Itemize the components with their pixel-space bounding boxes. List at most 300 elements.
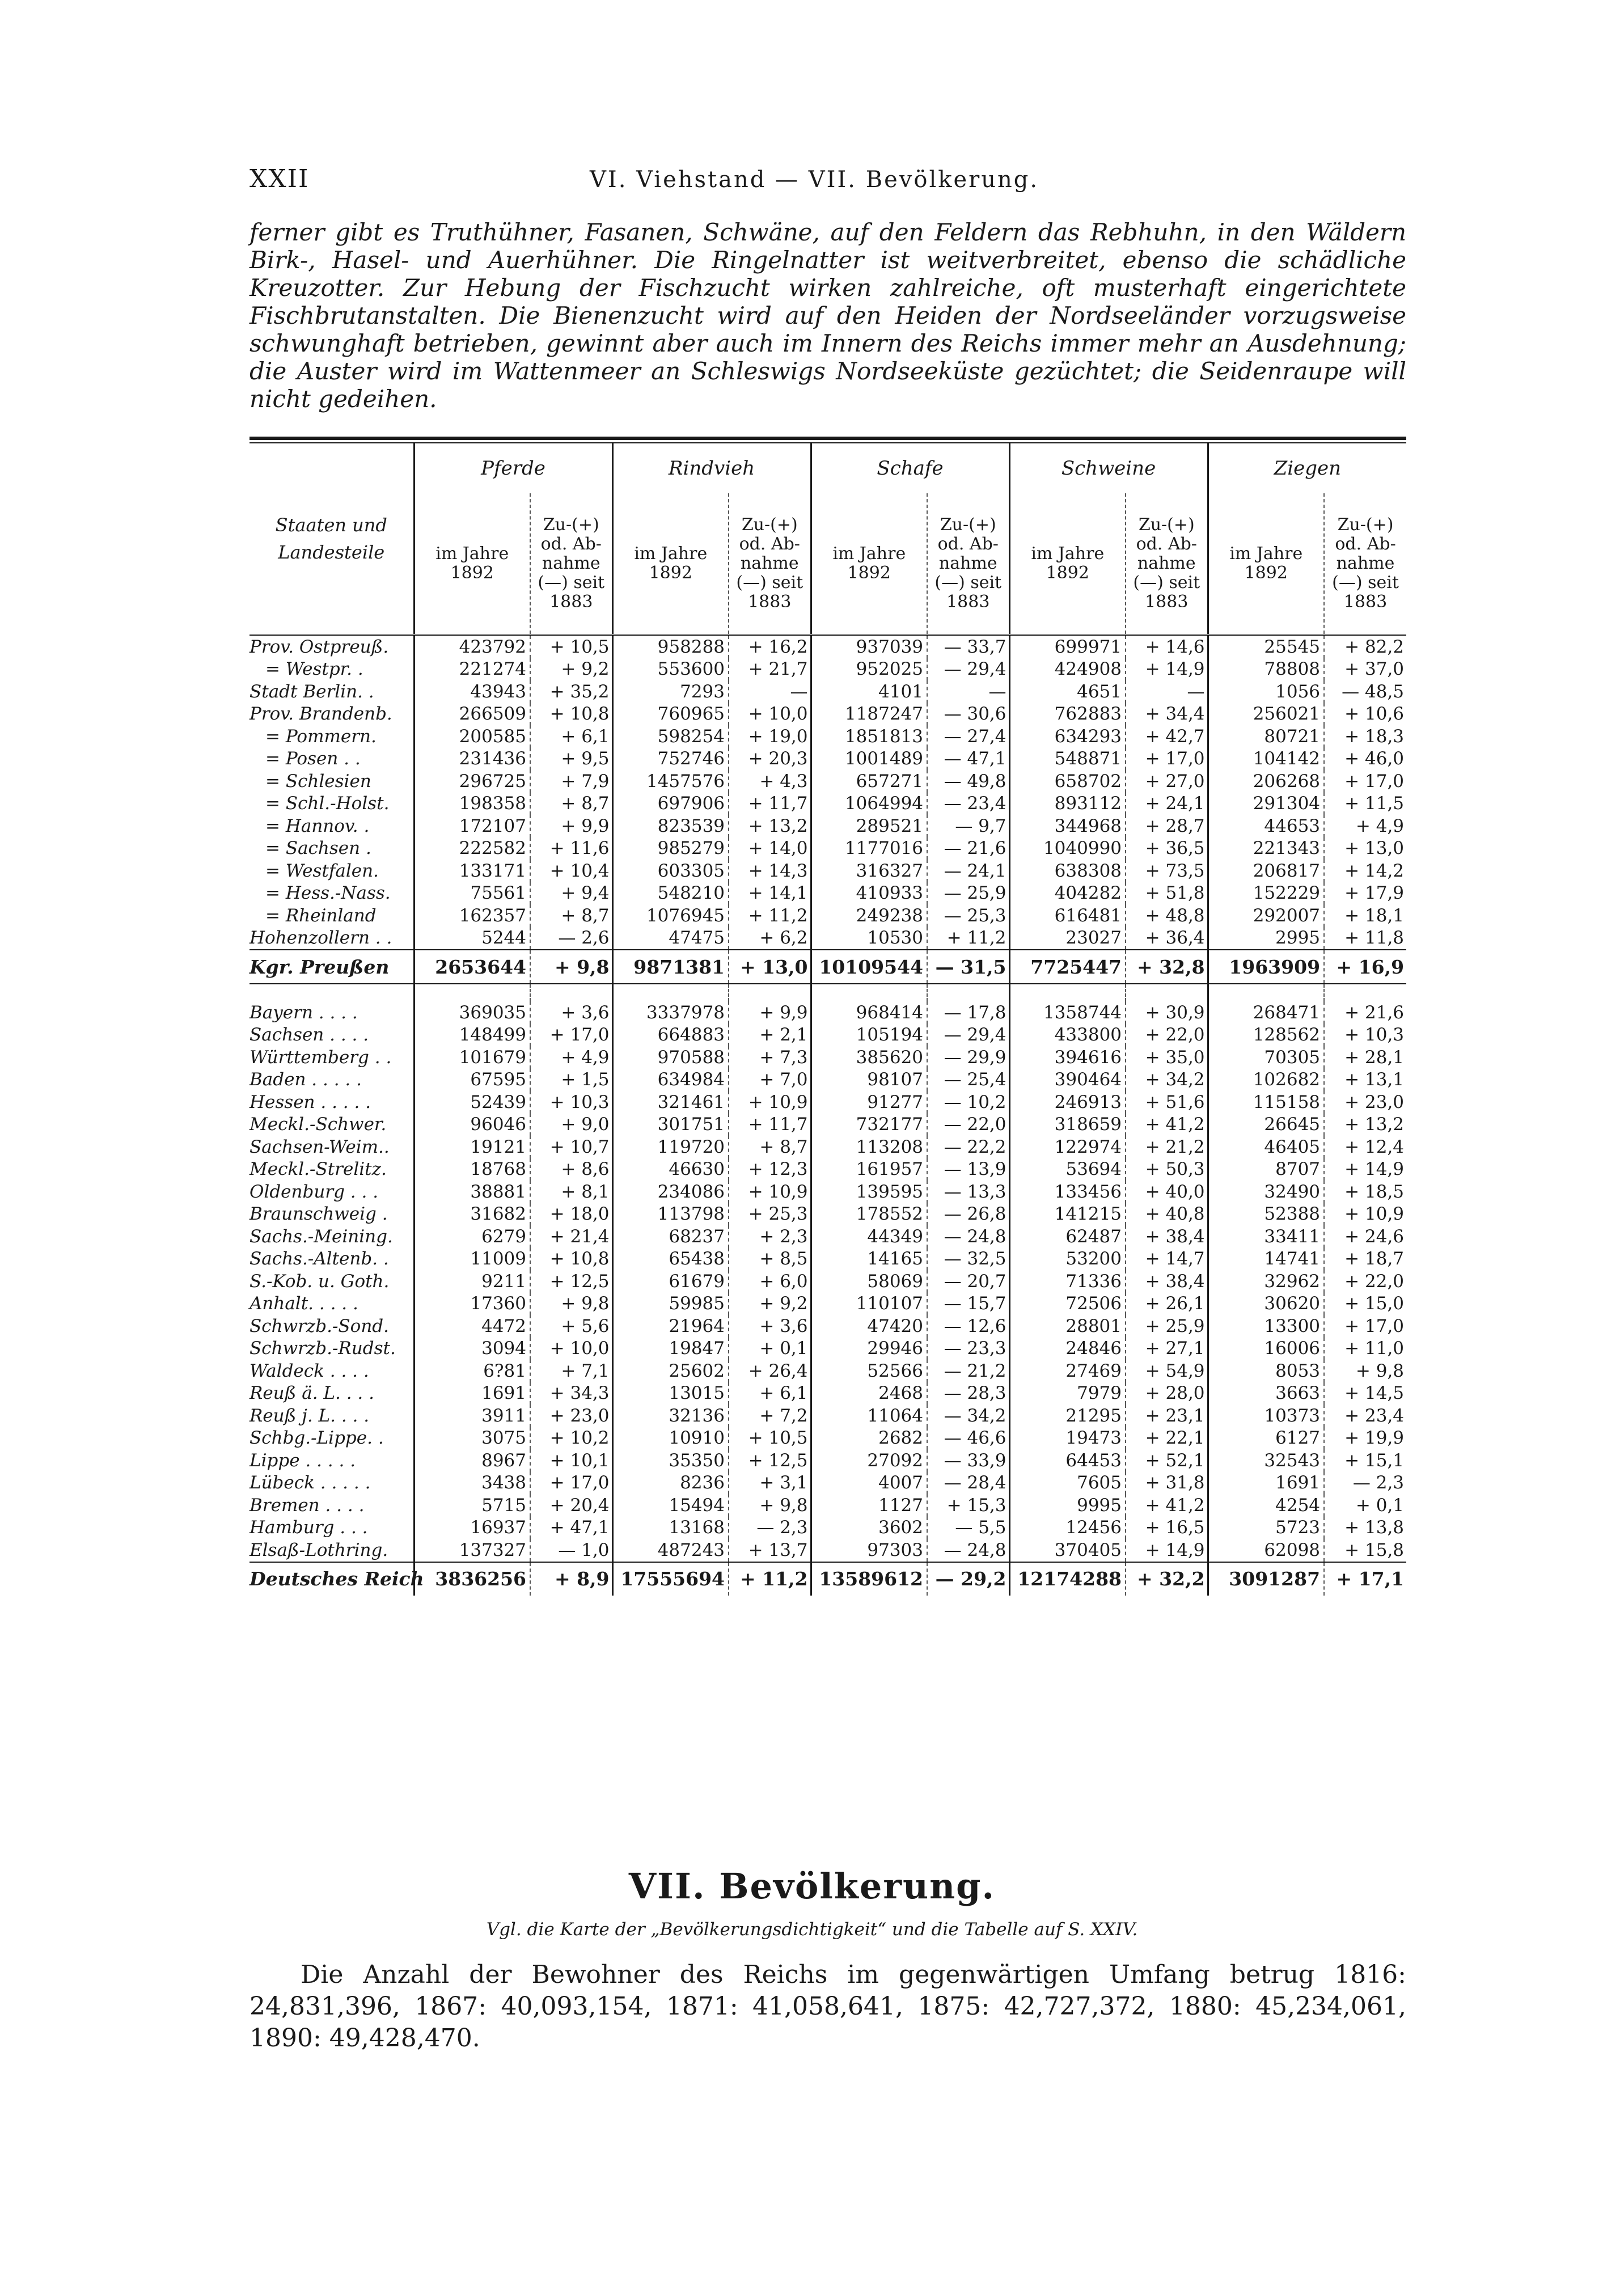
table-row bbox=[249, 1069, 1406, 1091]
change-cell: + 30,9 bbox=[1126, 1001, 1208, 1024]
change-cell: + 10,8 bbox=[530, 703, 612, 726]
count-cell: 423792 bbox=[414, 635, 530, 658]
running-title: VI. Viehstand — VII. Bevölkerung. bbox=[590, 167, 1039, 193]
count-cell: 369035 bbox=[414, 1001, 530, 1024]
row-label: Oldenburg . . . bbox=[249, 1181, 379, 1202]
count-cell: 968414 bbox=[811, 1001, 927, 1024]
count-cell: 697906 bbox=[612, 793, 729, 815]
change-cell: + 10,2 bbox=[530, 1427, 612, 1450]
count-cell: 115158 bbox=[1208, 1091, 1324, 1114]
table-row bbox=[249, 680, 1406, 703]
count-cell: 141215 bbox=[1009, 1203, 1126, 1226]
count-cell: 318659 bbox=[1009, 1114, 1126, 1136]
change-cell: + 18,3 bbox=[1324, 725, 1406, 748]
row-label: Prov. Ostpreuß. bbox=[249, 636, 389, 657]
count-cell: 19473 bbox=[1009, 1427, 1126, 1450]
table-row bbox=[249, 904, 1406, 927]
count-cell: 664883 bbox=[612, 1024, 729, 1047]
change-cell: + 19,0 bbox=[729, 725, 811, 748]
count-cell: 72506 bbox=[1009, 1293, 1126, 1315]
change-cell: + 22,0 bbox=[1324, 1270, 1406, 1293]
change-cell: + 10,4 bbox=[530, 860, 612, 882]
change-cell: + 28,1 bbox=[1324, 1046, 1406, 1069]
change-cell: + 46,0 bbox=[1324, 748, 1406, 771]
change-cell: — 34,2 bbox=[927, 1404, 1009, 1427]
change-cell: + 25,3 bbox=[729, 1203, 811, 1226]
group-header-pigs: Schweine bbox=[1009, 443, 1208, 493]
change-cell: + 18,0 bbox=[530, 1203, 612, 1226]
count-cell: 404282 bbox=[1009, 882, 1126, 905]
count-cell: 11064 bbox=[811, 1404, 927, 1427]
count-cell: 8967 bbox=[414, 1449, 530, 1472]
change-cell: + 7,9 bbox=[530, 770, 612, 793]
count-cell: 28801 bbox=[1009, 1315, 1126, 1338]
table-row bbox=[249, 1001, 1406, 1024]
count-cell: 958288 bbox=[612, 635, 729, 658]
row-label: Hamburg . . . bbox=[249, 1517, 368, 1538]
change-cell: + 24,6 bbox=[1324, 1225, 1406, 1248]
count-cell: 71336 bbox=[1009, 1270, 1126, 1293]
change-cell: + 11,0 bbox=[1324, 1338, 1406, 1360]
change-cell: — 13,3 bbox=[927, 1181, 1009, 1203]
change-cell: + 14,1 bbox=[729, 882, 811, 905]
change-cell: — 21,6 bbox=[927, 837, 1009, 860]
count-cell: 19847 bbox=[612, 1338, 729, 1360]
row-label: Lübeck . . . . . bbox=[249, 1473, 371, 1494]
change-cell: + 4,3 bbox=[729, 770, 811, 793]
table-row bbox=[249, 1472, 1406, 1495]
change-cell: + 14,2 bbox=[1324, 860, 1406, 882]
change-cell: — 1,0 bbox=[530, 1539, 612, 1562]
change-cell: — 17,8 bbox=[927, 1001, 1009, 1024]
count-cell: 246913 bbox=[1009, 1091, 1126, 1114]
count-cell: 221343 bbox=[1208, 837, 1324, 860]
change-cell: + 32,8 bbox=[1126, 950, 1208, 984]
change-cell: — 2,6 bbox=[530, 927, 612, 950]
count-cell: 6279 bbox=[414, 1225, 530, 1248]
count-cell: 137327 bbox=[414, 1539, 530, 1562]
count-cell: 35350 bbox=[612, 1449, 729, 1472]
change-cell: + 32,2 bbox=[1126, 1562, 1208, 1596]
count-cell: 10910 bbox=[612, 1427, 729, 1450]
page-header bbox=[249, 164, 1401, 198]
change-cell: + 52,1 bbox=[1126, 1449, 1208, 1472]
count-cell: 7979 bbox=[1009, 1382, 1126, 1405]
change-cell: + 8,7 bbox=[530, 793, 612, 815]
count-cell: 53200 bbox=[1009, 1248, 1126, 1271]
change-cell: + 8,5 bbox=[729, 1248, 811, 1271]
count-cell: 394616 bbox=[1009, 1046, 1126, 1069]
change-cell: + 9,9 bbox=[729, 1001, 811, 1024]
change-cell: + 36,5 bbox=[1126, 837, 1208, 860]
subheader-change: Zu-(+) od. Ab-nahme (—) seit 1883 bbox=[729, 493, 811, 635]
change-cell: — 33,9 bbox=[927, 1449, 1009, 1472]
count-cell: 7293 bbox=[612, 680, 729, 703]
count-cell: 67595 bbox=[414, 1069, 530, 1091]
count-cell: 46405 bbox=[1208, 1136, 1324, 1158]
row-label: Sachsen . . . . bbox=[249, 1025, 369, 1046]
change-cell: + 14,5 bbox=[1324, 1382, 1406, 1405]
change-cell: + 11,5 bbox=[1324, 793, 1406, 815]
change-cell: + 9,8 bbox=[530, 1293, 612, 1315]
count-cell: 385620 bbox=[811, 1046, 927, 1069]
group-header-sheep: Schafe bbox=[811, 443, 1009, 493]
change-cell: + 11,2 bbox=[729, 1562, 811, 1596]
change-cell: + 12,5 bbox=[729, 1449, 811, 1472]
table-row bbox=[249, 1427, 1406, 1450]
change-cell: — 2,3 bbox=[729, 1517, 811, 1539]
count-cell: 23027 bbox=[1009, 927, 1126, 950]
change-cell: — 31,5 bbox=[927, 950, 1009, 984]
count-cell: 638308 bbox=[1009, 860, 1126, 882]
change-cell: + 34,2 bbox=[1126, 1069, 1208, 1091]
change-cell: + 21,7 bbox=[729, 658, 811, 681]
change-cell: + 18,5 bbox=[1324, 1181, 1406, 1203]
change-cell: + 10,3 bbox=[1324, 1024, 1406, 1047]
change-cell: — 28,3 bbox=[927, 1382, 1009, 1405]
change-cell: + 6,1 bbox=[729, 1382, 811, 1405]
change-cell: + 16,9 bbox=[1324, 950, 1406, 984]
count-cell: 18768 bbox=[414, 1158, 530, 1181]
count-cell: 9211 bbox=[414, 1270, 530, 1293]
change-cell: + 14,7 bbox=[1126, 1248, 1208, 1271]
change-cell: + 34,4 bbox=[1126, 703, 1208, 726]
count-cell: 3911 bbox=[414, 1404, 530, 1427]
change-cell: + 14,3 bbox=[729, 860, 811, 882]
change-cell: + 23,0 bbox=[1324, 1091, 1406, 1114]
change-cell: + 19,9 bbox=[1324, 1427, 1406, 1450]
row-label: Stadt Berlin. . bbox=[249, 681, 374, 702]
count-cell: 59985 bbox=[612, 1293, 729, 1315]
count-cell: 139595 bbox=[811, 1181, 927, 1203]
count-cell: 31682 bbox=[414, 1203, 530, 1226]
change-cell: + 34,3 bbox=[530, 1382, 612, 1405]
count-cell: 4101 bbox=[811, 680, 927, 703]
sub-header-row bbox=[249, 493, 1406, 635]
subheader-year: im Jahre 1892 bbox=[1009, 493, 1126, 635]
change-cell: — 27,4 bbox=[927, 725, 1009, 748]
count-cell: 1851813 bbox=[811, 725, 927, 748]
count-cell: 2468 bbox=[811, 1382, 927, 1405]
count-cell: 1457576 bbox=[612, 770, 729, 793]
change-cell: + 73,5 bbox=[1126, 860, 1208, 882]
count-cell: 21295 bbox=[1009, 1404, 1126, 1427]
count-cell: 161957 bbox=[811, 1158, 927, 1181]
subheader-year: im Jahre 1892 bbox=[414, 493, 530, 635]
count-cell: 17360 bbox=[414, 1293, 530, 1315]
change-cell: — 29,2 bbox=[927, 1562, 1009, 1596]
change-cell: + 13,8 bbox=[1324, 1517, 1406, 1539]
count-cell: 15494 bbox=[612, 1494, 729, 1517]
change-cell: — 20,7 bbox=[927, 1270, 1009, 1293]
row-label: Hessen . . . . . bbox=[249, 1091, 371, 1112]
change-cell: — 10,2 bbox=[927, 1091, 1009, 1114]
table-row bbox=[249, 1158, 1406, 1181]
change-cell: + 26,4 bbox=[729, 1360, 811, 1382]
row-label: Baden . . . . . bbox=[249, 1069, 362, 1090]
count-cell: 221274 bbox=[414, 658, 530, 681]
table-row bbox=[249, 1225, 1406, 1248]
count-cell: 6127 bbox=[1208, 1427, 1324, 1450]
change-cell: + 16,2 bbox=[729, 635, 811, 658]
change-cell: + 21,6 bbox=[1324, 1001, 1406, 1024]
state-rows bbox=[249, 984, 1406, 1562]
change-cell: + 17,9 bbox=[1324, 882, 1406, 905]
change-cell: + 20,4 bbox=[530, 1494, 612, 1517]
count-cell: 200585 bbox=[414, 725, 530, 748]
count-cell: 3602 bbox=[811, 1517, 927, 1539]
column-header-states: Staaten und Landesteile bbox=[249, 443, 414, 635]
table-row bbox=[249, 1181, 1406, 1203]
row-label: Reuß j. L. . . . bbox=[249, 1405, 370, 1426]
change-cell: + 9,8 bbox=[530, 950, 612, 984]
row-label: Hohenzollern . . bbox=[249, 928, 392, 949]
change-cell: + 8,6 bbox=[530, 1158, 612, 1181]
change-cell: + 18,7 bbox=[1324, 1248, 1406, 1271]
count-cell: 658702 bbox=[1009, 770, 1126, 793]
change-cell: + 13,2 bbox=[729, 815, 811, 837]
count-cell: 206268 bbox=[1208, 770, 1324, 793]
row-label: Sachs.-Meining. bbox=[249, 1226, 393, 1247]
count-cell: 172107 bbox=[414, 815, 530, 837]
change-cell: — 25,9 bbox=[927, 882, 1009, 905]
change-cell: + 9,5 bbox=[530, 748, 612, 771]
count-cell: 101679 bbox=[414, 1046, 530, 1069]
change-cell: + 14,9 bbox=[1126, 658, 1208, 681]
row-label: Elsaß-Lothring. bbox=[249, 1539, 388, 1560]
change-cell: + 27,1 bbox=[1126, 1338, 1208, 1360]
row-label: Schwrzb.-Sond. bbox=[249, 1315, 389, 1336]
count-cell: 344968 bbox=[1009, 815, 1126, 837]
change-cell: + 17,0 bbox=[1324, 1315, 1406, 1338]
table-row bbox=[249, 1046, 1406, 1069]
page-number: XXII bbox=[249, 164, 310, 193]
change-cell: + 48,8 bbox=[1126, 904, 1208, 927]
count-cell: 249238 bbox=[811, 904, 927, 927]
change-cell: — 33,7 bbox=[927, 635, 1009, 658]
count-cell: 96046 bbox=[414, 1114, 530, 1136]
count-cell: 3075 bbox=[414, 1427, 530, 1450]
change-cell: + 11,2 bbox=[729, 904, 811, 927]
change-cell: + 1,5 bbox=[530, 1069, 612, 1091]
change-cell: + 9,8 bbox=[1324, 1360, 1406, 1382]
change-cell: — 29,9 bbox=[927, 1046, 1009, 1069]
row-label: Lippe . . . . . bbox=[249, 1450, 356, 1471]
change-cell: + 28,0 bbox=[1126, 1382, 1208, 1405]
change-cell: + 11,7 bbox=[729, 793, 811, 815]
change-cell: + 10,5 bbox=[530, 635, 612, 658]
count-cell: 29946 bbox=[811, 1338, 927, 1360]
count-cell: 266509 bbox=[414, 703, 530, 726]
change-cell: — 21,2 bbox=[927, 1360, 1009, 1382]
change-cell: — 5,5 bbox=[927, 1517, 1009, 1539]
count-cell: 16937 bbox=[414, 1517, 530, 1539]
change-cell: + 24,1 bbox=[1126, 793, 1208, 815]
row-label: = Schlesien bbox=[265, 771, 371, 792]
count-cell: 25545 bbox=[1208, 635, 1324, 658]
count-cell: 32962 bbox=[1208, 1270, 1324, 1293]
table-row bbox=[249, 1024, 1406, 1047]
table-row bbox=[249, 860, 1406, 882]
count-cell: 47420 bbox=[811, 1315, 927, 1338]
count-cell: 110107 bbox=[811, 1293, 927, 1315]
count-cell: 424908 bbox=[1009, 658, 1126, 681]
count-cell: 128562 bbox=[1208, 1024, 1324, 1047]
count-cell: 2653644 bbox=[414, 950, 530, 984]
count-cell: 21964 bbox=[612, 1315, 729, 1338]
change-cell: + 23,4 bbox=[1324, 1404, 1406, 1427]
count-cell: 133456 bbox=[1009, 1181, 1126, 1203]
change-cell: + 8,1 bbox=[530, 1181, 612, 1203]
change-cell: — 13,9 bbox=[927, 1158, 1009, 1181]
row-label: Waldeck . . . . bbox=[249, 1360, 369, 1381]
count-cell: 58069 bbox=[811, 1270, 927, 1293]
row-label: Schbg.-Lippe. . bbox=[249, 1428, 384, 1449]
prussia-total bbox=[249, 950, 1406, 984]
subheader-change: Zu-(+) od. Ab-nahme (—) seit 1883 bbox=[927, 493, 1009, 635]
count-cell: 603305 bbox=[612, 860, 729, 882]
change-cell: + 10,9 bbox=[729, 1091, 811, 1114]
count-cell: 13168 bbox=[612, 1517, 729, 1539]
change-cell: + 12,4 bbox=[1324, 1136, 1406, 1158]
subheader-change: Zu-(+) od. Ab-nahme (—) seit 1883 bbox=[530, 493, 612, 635]
table-row bbox=[249, 837, 1406, 860]
count-cell: 162357 bbox=[414, 904, 530, 927]
count-cell: 152229 bbox=[1208, 882, 1324, 905]
count-cell: 321461 bbox=[612, 1091, 729, 1114]
change-cell: + 15,0 bbox=[1324, 1293, 1406, 1315]
count-cell: 234086 bbox=[612, 1181, 729, 1203]
count-cell: 104142 bbox=[1208, 748, 1324, 771]
count-cell: 657271 bbox=[811, 770, 927, 793]
change-cell: — 48,5 bbox=[1324, 680, 1406, 703]
count-cell: 122974 bbox=[1009, 1136, 1126, 1158]
change-cell: + 10,3 bbox=[530, 1091, 612, 1114]
intro-text: ferner gibt es Truthühner, Fasanen, Schwäne, auf den Feldern das Rebhuhn, in den Wäldern Birk-, Hasel- und Auerhühner. Die Ringelnatter ist weitverbreitet, ebenso die schädliche Kreuzotter. Zur Hebung der Fischzucht wirken zahlreiche, oft musterhaft eingerichtete Fischbrutanstalten. Die Bienenzucht wird auf den Heiden der Nordseeländer vorzugsweise schwunghaft betrieben, gewinnt aber auch im Innern des Reichs immer mehr an Ausdehnung; die Auster wird im Wattenmeer an Schleswigs Nordseeküste gezüchtet; die Seidenraupe will nicht gedeihen. bbox=[249, 218, 1406, 413]
change-cell: + 13,0 bbox=[1324, 837, 1406, 860]
change-cell: + 41,2 bbox=[1126, 1114, 1208, 1136]
change-cell: + 47,1 bbox=[530, 1517, 612, 1539]
change-cell: — 29,4 bbox=[927, 1024, 1009, 1047]
table-row bbox=[249, 725, 1406, 748]
row-label: Sachs.-Altenb. . bbox=[249, 1249, 389, 1270]
count-cell: 3836256 bbox=[414, 1562, 530, 1596]
spacer-row bbox=[249, 984, 1406, 1001]
count-cell: 1187247 bbox=[811, 703, 927, 726]
count-cell: 4651 bbox=[1009, 680, 1126, 703]
table-row bbox=[249, 658, 1406, 681]
change-cell: + 10,0 bbox=[729, 703, 811, 726]
change-cell: — 25,4 bbox=[927, 1069, 1009, 1091]
change-cell: + 25,9 bbox=[1126, 1315, 1208, 1338]
count-cell: 8236 bbox=[612, 1472, 729, 1495]
count-cell: 10109544 bbox=[811, 950, 927, 984]
count-cell: 62487 bbox=[1009, 1225, 1126, 1248]
count-cell: 53694 bbox=[1009, 1158, 1126, 1181]
count-cell: 390464 bbox=[1009, 1069, 1126, 1091]
change-cell: — 24,1 bbox=[927, 860, 1009, 882]
intro-paragraph bbox=[249, 218, 1406, 413]
change-cell: + 7,2 bbox=[729, 1404, 811, 1427]
count-cell: 68237 bbox=[612, 1225, 729, 1248]
count-cell: 13589612 bbox=[811, 1562, 927, 1596]
change-cell: + 5,6 bbox=[530, 1315, 612, 1338]
table-row bbox=[249, 748, 1406, 771]
change-cell: + 11,7 bbox=[729, 1114, 811, 1136]
change-cell: + 54,9 bbox=[1126, 1360, 1208, 1382]
change-cell: + 9,0 bbox=[530, 1114, 612, 1136]
count-cell: 113798 bbox=[612, 1203, 729, 1226]
count-cell: 12456 bbox=[1009, 1517, 1126, 1539]
change-cell: + 10,9 bbox=[1324, 1203, 1406, 1226]
count-cell: 75561 bbox=[414, 882, 530, 905]
count-cell: 222582 bbox=[414, 837, 530, 860]
change-cell: + 21,4 bbox=[530, 1225, 612, 1248]
change-cell: + 31,8 bbox=[1126, 1472, 1208, 1495]
change-cell: — 46,6 bbox=[927, 1427, 1009, 1450]
row-label: = Sachsen . bbox=[265, 838, 371, 859]
change-cell: + 36,4 bbox=[1126, 927, 1208, 950]
change-cell: + 37,0 bbox=[1324, 658, 1406, 681]
change-cell: + 38,4 bbox=[1126, 1270, 1208, 1293]
count-cell: 13300 bbox=[1208, 1315, 1324, 1338]
table-row bbox=[249, 1248, 1406, 1271]
change-cell: + 17,0 bbox=[1324, 770, 1406, 793]
count-cell: 198358 bbox=[414, 793, 530, 815]
count-cell: 1177016 bbox=[811, 837, 927, 860]
count-cell: 27092 bbox=[811, 1449, 927, 1472]
row-label: Anhalt. . . . . bbox=[249, 1293, 358, 1314]
subheader-change: Zu-(+) od. Ab-nahme (—) seit 1883 bbox=[1324, 493, 1406, 635]
count-cell: 62098 bbox=[1208, 1539, 1324, 1562]
count-cell: 102682 bbox=[1208, 1069, 1324, 1091]
change-cell: + 27,0 bbox=[1126, 770, 1208, 793]
table-row bbox=[249, 703, 1406, 726]
change-cell: + 9,9 bbox=[530, 815, 612, 837]
change-cell: + 11,2 bbox=[927, 927, 1009, 950]
change-cell: + 51,6 bbox=[1126, 1091, 1208, 1114]
table-row bbox=[249, 770, 1406, 793]
change-cell: + 26,1 bbox=[1126, 1293, 1208, 1315]
table-row bbox=[249, 635, 1406, 658]
count-cell: 148499 bbox=[414, 1024, 530, 1047]
count-cell: 1040990 bbox=[1009, 837, 1126, 860]
count-cell: 4472 bbox=[414, 1315, 530, 1338]
row-label: Sachsen-Weim.. bbox=[249, 1136, 390, 1157]
change-cell: — bbox=[927, 680, 1009, 703]
count-cell: 5723 bbox=[1208, 1517, 1324, 1539]
count-cell: 44349 bbox=[811, 1225, 927, 1248]
change-cell: — 24,8 bbox=[927, 1225, 1009, 1248]
table-row bbox=[249, 1114, 1406, 1136]
table-row bbox=[249, 1404, 1406, 1427]
table-row bbox=[249, 1315, 1406, 1338]
count-cell: 12174288 bbox=[1009, 1562, 1126, 1596]
change-cell: + 51,8 bbox=[1126, 882, 1208, 905]
change-cell: + 35,2 bbox=[530, 680, 612, 703]
row-label: = Posen . . bbox=[265, 748, 361, 769]
row-label: Reuß ä. L. . . . bbox=[249, 1383, 374, 1404]
row-label: Braunschweig . bbox=[249, 1204, 388, 1225]
change-cell: + 11,8 bbox=[1324, 927, 1406, 950]
count-cell: 289521 bbox=[811, 815, 927, 837]
count-cell: 634293 bbox=[1009, 725, 1126, 748]
group-header-row bbox=[249, 443, 1406, 493]
change-cell: + 6,2 bbox=[729, 927, 811, 950]
count-cell: 752746 bbox=[612, 748, 729, 771]
count-cell: 14165 bbox=[811, 1248, 927, 1271]
table-row bbox=[249, 927, 1406, 950]
